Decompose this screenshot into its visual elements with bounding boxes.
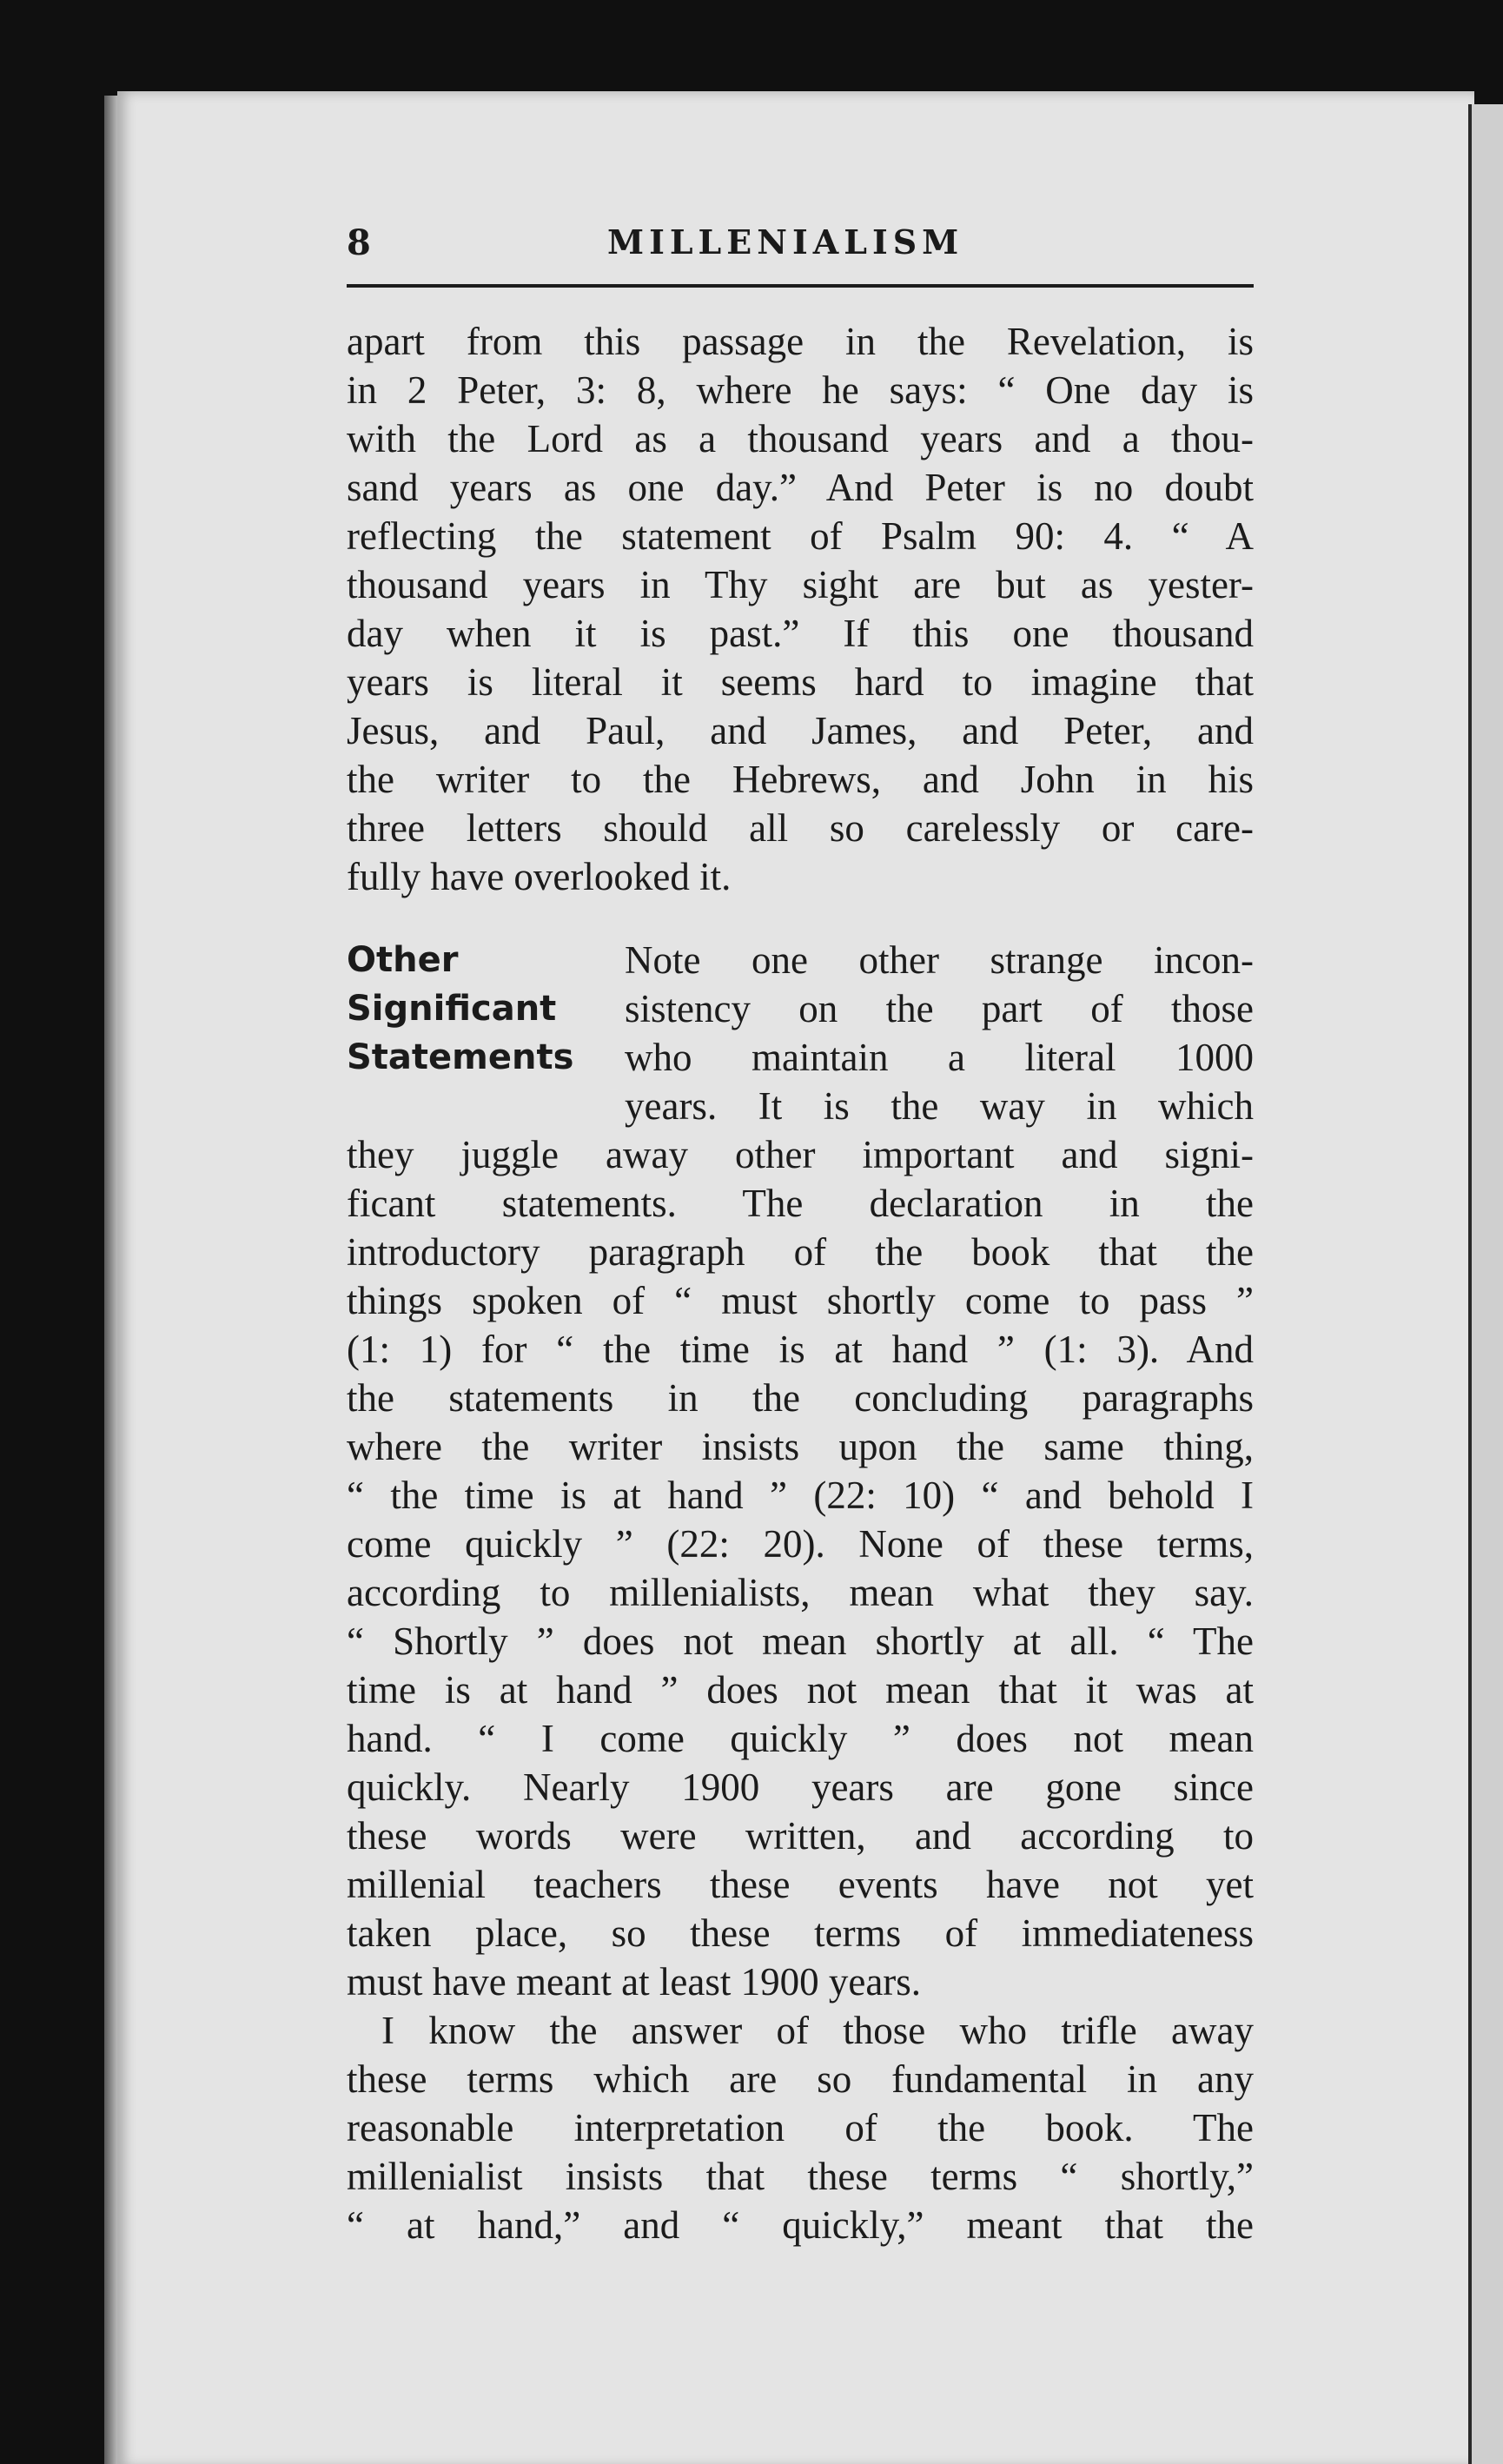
side-text xyxy=(625,936,1254,1130)
paragraph-2 xyxy=(347,1130,1254,2006)
text-line: they juggle away other important and signi- xyxy=(347,1133,1254,1176)
text-line: Note one other strange incon- xyxy=(625,938,1254,982)
text-line: I know the answer of those who trifle away xyxy=(381,2009,1254,2052)
text-line: “ Shortly ” does not mean shortly at all. “ The xyxy=(347,1619,1254,1663)
text-line: quickly. Nearly 1900 years are gone since xyxy=(347,1765,1254,1809)
text-line: must have meant at least 1900 years. xyxy=(347,1960,922,2004)
text-line: millenial teachers these events have not yet xyxy=(347,1863,1254,1906)
text-line: thousand years in Thy sight are but as yester- xyxy=(347,563,1254,606)
text-line: Jesus, and Paul, and James, and Peter, and xyxy=(347,709,1254,752)
text-line: years is literal it seems hard to imagine that xyxy=(347,660,1254,704)
running-header xyxy=(347,222,1254,275)
text-line: “ the time is at hand ” (22: 10) “ and behold I xyxy=(347,1474,1254,1517)
text-line: according to millenialists, mean what they say. xyxy=(347,1571,1254,1614)
text-line: hand. “ I come quickly ” does not mean xyxy=(347,1717,1254,1760)
text-line: with the Lord as a thousand years and a thou- xyxy=(347,417,1254,460)
text-line: reflecting the statement of Psalm 90: 4. “ A xyxy=(347,514,1254,558)
text-line: come quickly ” (22: 20). None of these terms, xyxy=(347,1522,1254,1566)
page-body xyxy=(347,317,1254,2249)
text-line: three letters should all so carelessly or care- xyxy=(347,806,1254,850)
side-heading-line: Significant xyxy=(347,989,557,1029)
page-number: 8 xyxy=(347,222,372,263)
text-line: sand years as one day.” And Peter is no doubt xyxy=(347,466,1254,509)
text-line: time is at hand ” does not mean that it was at xyxy=(347,1668,1254,1712)
side-heading-line: Statements xyxy=(347,1037,574,1077)
text-line: “ at hand,” and “ quickly,” meant that the xyxy=(347,2203,1254,2247)
text-line: fully have overlooked it. xyxy=(347,855,732,898)
text-line: apart from this passage in the Revelation, is xyxy=(347,320,1254,363)
header-rule xyxy=(347,284,1254,288)
paragraph-gap xyxy=(347,901,1254,936)
facing-page-edge xyxy=(1468,104,1503,2464)
paragraph-1 xyxy=(347,317,1254,901)
text-line: the writer to the Hebrews, and John in his xyxy=(347,758,1254,801)
paragraph-3 xyxy=(347,2006,1254,2249)
text-line: sistency on the part of those xyxy=(625,987,1254,1030)
text-line: the statements in the concluding paragraphs xyxy=(347,1376,1254,1420)
text-line: who maintain a literal 1000 xyxy=(625,1036,1254,1079)
text-line: taken place, so these terms of immediateness xyxy=(347,1911,1254,1955)
text-line: millenialist insists that these terms “ shortly,” xyxy=(347,2155,1254,2198)
text-line: day when it is past.” If this one thousand xyxy=(347,612,1254,655)
side-heading-block xyxy=(347,936,1254,1130)
text-line: reasonable interpretation of the book. The xyxy=(347,2106,1254,2149)
side-heading xyxy=(347,936,599,1082)
text-line: where the writer insists upon the same thing, xyxy=(347,1425,1254,1468)
text-line: these words were written, and according to xyxy=(347,1814,1254,1858)
text-line: ficant statements. The declaration in the xyxy=(347,1182,1254,1225)
text-line: introductory paragraph of the book that the xyxy=(347,1230,1254,1274)
text-line: these terms which are so fundamental in any xyxy=(347,2057,1254,2101)
running-title: MILLENIALISM xyxy=(607,222,964,262)
side-heading-line: Other xyxy=(347,940,459,980)
text-line: things spoken of “ must shortly come to pass ” xyxy=(347,1279,1254,1322)
text-line: in 2 Peter, 3: 8, where he says: “ One day is xyxy=(347,368,1254,412)
text-line: years. It is the way in which xyxy=(625,1084,1254,1128)
text-line: (1: 1) for “ the time is at hand ” (1: 3). And xyxy=(347,1328,1254,1371)
